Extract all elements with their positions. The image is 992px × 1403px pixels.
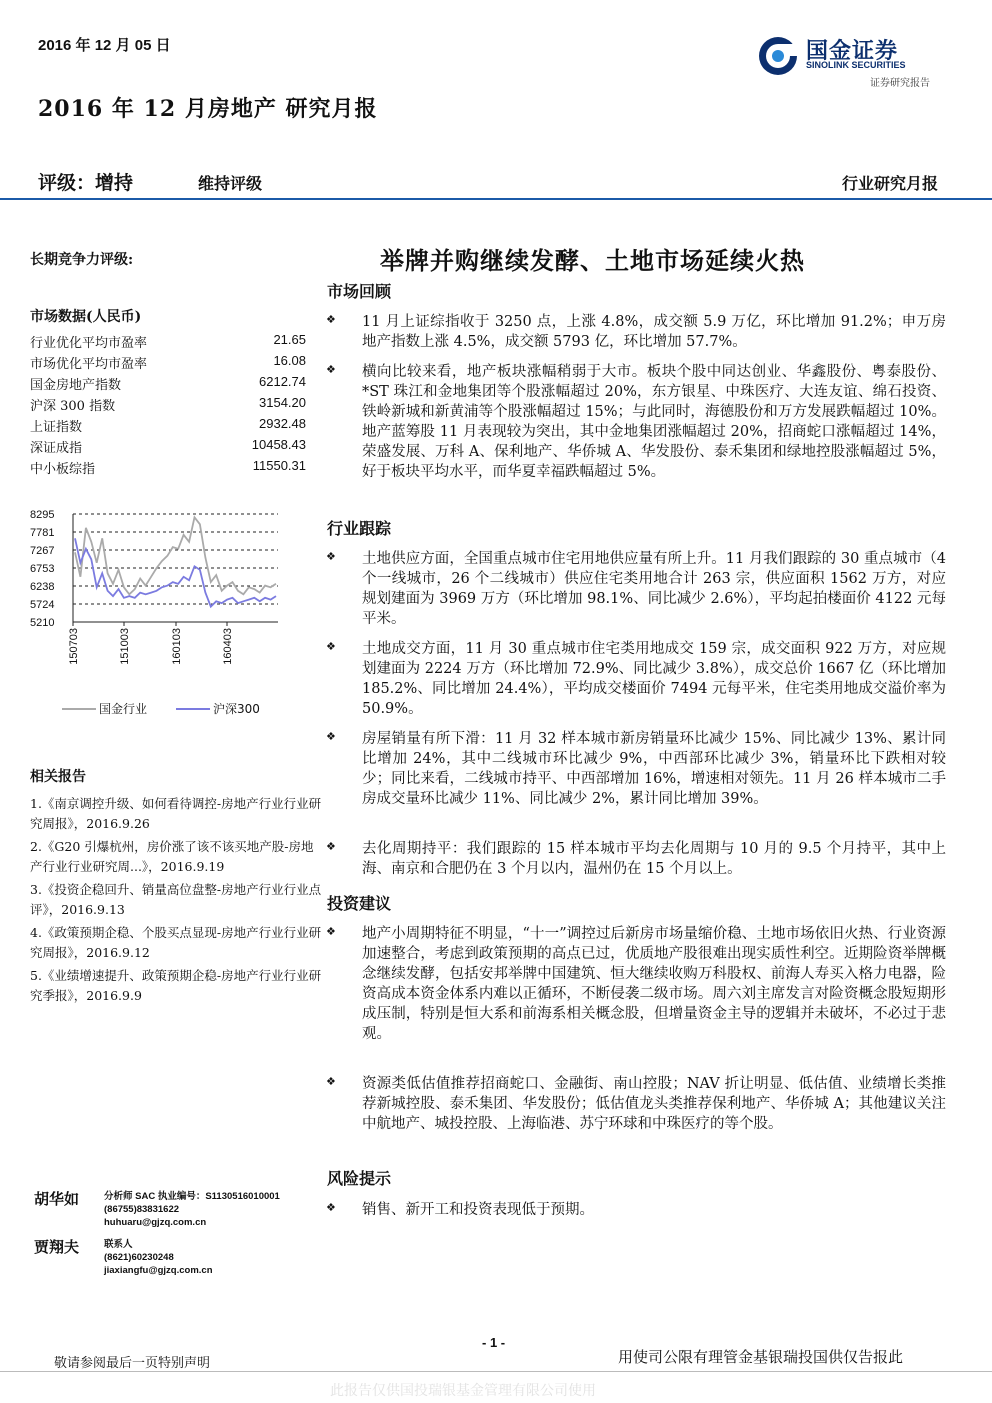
- x-tick-label: 160403: [222, 628, 234, 665]
- bullet-text: 11 月上证综指收于 3250 点，上涨 4.8%，成交额 5.9 万亿，环比增加 91.2%；申万房地产指数上涨 4.5%，成交额 5793 亿，环比增加 57.7%。: [362, 314, 946, 350]
- bullet-diamond-icon: ❖: [326, 640, 336, 653]
- market-data-value: 21.65: [273, 332, 306, 347]
- rating-row: [38, 168, 938, 198]
- market-data-label: 中小板综指: [30, 462, 96, 477]
- market-data-label: 沪深 300 指数: [30, 399, 116, 414]
- y-tick-label: 7781: [30, 527, 55, 539]
- legend-label: 沪深300: [213, 702, 260, 716]
- bullet-diamond-icon: ❖: [326, 1201, 336, 1214]
- bullet-text: 房屋销量有所下滑：11 月 32 样本城市新房销量环比减少 15%、同比减少 13%、累计同比增加 24%，其中二线城市环比减少 9%，中西部环比减少 3%，销量环比下跌相对较少；同比来看，二线城市持平、中西部增加 16%，增速相对领先。11 月 26 样本城市二手房成交量环比减少 11%、同比减少 2%，累计同比增加 39%。: [362, 731, 946, 807]
- x-tick-label: 150703: [68, 628, 80, 665]
- bullet-diamond-icon: ❖: [326, 730, 336, 743]
- market-data-row: [30, 372, 316, 393]
- logo-brand: 国金证券: [806, 38, 899, 63]
- analyst-name: 胡华如: [34, 1190, 80, 1208]
- related-report-item[interactable]: 1.《南京调控升级、如何看待调控-房地产行业行业研究周报》，2016.9.26: [30, 796, 322, 831]
- bullet-paragraph: [326, 839, 946, 879]
- bullet-text: 土地供应方面，全国重点城市住宅用地供应量有所上升。11 月我们跟踪的 30 重点城市（4 个一线城市，26 个二线城市）供应住宅类用地合计 263 宗，供应面积 1562 万方，对应规划建面为 3969 万方（环比增加 98.1%、同比减少 2.6%），平均起拍楼面价 4122 元每平米。: [362, 551, 946, 627]
- market-data-title: 市场数据(人民币): [30, 309, 142, 325]
- bullet-text: 横向比较来看，地产板块涨幅稍弱于大市。板块个股中同达创业、华鑫股份、粤泰股份、*ST 珠江和金地集团等个股涨幅超过 20%，东方银星、中珠医疗、大连友谊、绵石投资、铁岭新城和新黄浦等个股涨幅超过 15%；与此同时，海德股份和万方发展跌幅超过 10%。地产蓝筹股 11 月表现较为突出，其中金地集团涨幅超过 20%，招商蛇口涨幅超过 14%，荣盛发展、万科 A、保利地产、华侨城 A、华发股份、泰禾集团和绿地控股涨幅超过 5%，好于板块平均水平，而华夏幸福跌幅超过 5%。: [362, 364, 946, 480]
- market-data-row: [30, 456, 316, 477]
- section-title: 风险提示: [327, 1169, 392, 1188]
- rating-action: 维持评级: [198, 174, 263, 193]
- logo-tagline: 证券研究报告: [870, 78, 930, 89]
- bullet-text: 资源类低估值推荐招商蛇口、金融街、南山控股；NAV 折让明显、低估值、业绩增长类推荐新城控股、泰禾集团、华发股份；低估值龙头类推荐保利地产、华侨城 A；其他建议关注中航地产、城投控股、上海临港、苏宁环球和中珠医疗的等个股。: [362, 1076, 946, 1132]
- footer-divider: [0, 1371, 992, 1372]
- price-chart: [28, 505, 318, 735]
- analyst-contact-line: 分析师 SAC 执业编号：S1130516010001: [104, 1191, 280, 1202]
- bullet-paragraph: [326, 312, 946, 352]
- x-tick-label: 160103: [171, 628, 183, 665]
- analyst-contact-line: 联系人: [104, 1239, 133, 1250]
- y-tick-label: 6238: [30, 581, 55, 593]
- report-date: 2016 年 12 月 05 日: [38, 37, 171, 54]
- headline: 举牌并购继续发酵、土地市场延续火热: [380, 246, 805, 275]
- bullet-diamond-icon: ❖: [326, 840, 336, 853]
- analyst-contact-line: (8621)60230248: [104, 1252, 174, 1263]
- related-reports-title: 相关报告: [30, 769, 86, 785]
- bullet-paragraph: [326, 729, 946, 809]
- market-data-row: [30, 435, 316, 456]
- bullet-paragraph: [326, 639, 946, 719]
- disclaimer-note: 敬请参阅最后一页特别声明: [54, 1356, 211, 1371]
- bullet-text: 去化周期持平：我们跟踪的 15 样本城市平均去化周期与 10 月的 9.5 个月持平，其中上海、南京和合肥仍在 3 个月以内，温州仍在 15 个月以上。: [362, 841, 946, 877]
- analyst-contact-line[interactable]: huhuaru@gjzq.com.cn: [104, 1217, 207, 1228]
- bullet-diamond-icon: ❖: [326, 363, 336, 376]
- related-report-item[interactable]: 2.《G20 引爆杭州，房价涨了该不该买地产股-房地产行业行业研究周...》，2016.9.19: [30, 839, 314, 874]
- related-reports: [30, 766, 322, 1009]
- market-data-row: [30, 414, 316, 435]
- market-data-label: 市场优化平均市盈率: [30, 357, 148, 372]
- bullet-diamond-icon: ❖: [326, 925, 336, 938]
- market-data-row: [30, 330, 316, 351]
- market-data-label: 深证成指: [30, 441, 83, 456]
- bullet-diamond-icon: ❖: [326, 550, 336, 563]
- y-tick-label: 5724: [30, 599, 55, 611]
- analyst-name: 贾翔夫: [34, 1238, 80, 1256]
- bullet-text: 地产小周期特征不明显，“十一”调控过后新房市场量缩价稳、土地市场依旧火热、行业资源加速整合，考虑到政策预期的高点已过，优质地产股很难出现实质性利空。近期险资举牌概念继续发酵，包括安邦举牌中国建筑、恒大继续收购万科股权、前海人寿买入格力电器，险资高成本资金体系内难以正循环，不断侵袭二级市场。周六刘主席发言对险资概念股短期形成压制，特别是恒大系和前海系相关概念股，但增量资金主导的逻辑并未破坏，不必过于悲观。: [362, 926, 946, 1042]
- section-title: 市场回顾: [327, 282, 392, 301]
- analyst-contact: [104, 1238, 213, 1277]
- market-data-value: 3154.20: [259, 395, 306, 410]
- bullet-diamond-icon: ❖: [326, 313, 336, 326]
- logo-mark-icon: [756, 34, 800, 78]
- market-data-row: [30, 393, 316, 414]
- bullet-text: 土地成交方面，11 月 30 重点城市住宅类用地成交 159 宗，成交面积 922 万方，对应规划建面为 2224 万方（环比增加 72.9%、同比减少 3.8%），成交总价 1667 亿（环比增加 185.2%、同比增加 24.4%），平均成交楼面价 7494 元每平米，住宅类用地成交溢价率为 50.9%。: [362, 641, 946, 717]
- page-number: - 1 -: [482, 1335, 506, 1350]
- y-tick-label: 6753: [30, 563, 55, 575]
- watermark: 此报告仅供国投瑞银基金管理有限公司使用: [330, 1383, 596, 1399]
- market-data-value: 6212.74: [259, 374, 306, 389]
- market-data-table: [30, 330, 316, 477]
- bullet-paragraph: [326, 362, 946, 482]
- analyst-contact-line: (86755)83831622: [104, 1204, 180, 1215]
- section-title: 行业跟踪: [327, 519, 392, 538]
- rating-label: 评级：增持: [38, 172, 134, 194]
- market-data-value: 11550.31: [252, 458, 306, 473]
- footer-right-text: 用使司公限有理管金基银瑞投国供仅告报此: [618, 1348, 904, 1366]
- market-data-value: 10458.43: [251, 437, 306, 452]
- related-reports-list: [30, 794, 322, 1006]
- sidebar: [30, 245, 316, 477]
- competitiveness-title: 长期竞争力评级:: [30, 252, 134, 268]
- analyst-contact-line[interactable]: jiaxiangfu@gjzq.com.cn: [104, 1265, 213, 1276]
- legend-label: 国金行业: [99, 702, 148, 716]
- bullet-paragraph: [326, 549, 946, 629]
- bullet-text: 销售、新开工和投资表现低于预期。: [362, 1202, 594, 1218]
- market-data-label: 国金房地产指数: [30, 378, 122, 393]
- bullet-paragraph: [326, 1200, 946, 1220]
- y-tick-label: 5210: [30, 617, 55, 629]
- market-data-label: 上证指数: [30, 420, 83, 435]
- market-data-row: [30, 351, 316, 372]
- report-title: 2016 年 12 月房地产 研究月报: [38, 96, 378, 122]
- market-data-label: 行业优化平均市盈率: [30, 336, 148, 351]
- price-chart-svg: [28, 505, 318, 735]
- x-tick-label: 151003: [119, 628, 131, 665]
- bullet-paragraph: [326, 924, 946, 1044]
- y-tick-label: 8295: [30, 509, 55, 521]
- header-divider: [0, 198, 992, 200]
- related-report-item[interactable]: 5.《业绩增速提升、政策预期企稳-房地产行业行业研究季报》，2016.9.9: [30, 968, 322, 1003]
- related-report-item[interactable]: 3.《投资企稳回升、销量高位盘整-房地产行业行业点评》，2016.9.13: [30, 882, 322, 917]
- bullet-diamond-icon: ❖: [326, 1075, 336, 1088]
- analyst-contact: [104, 1190, 280, 1229]
- y-tick-label: 7267: [30, 545, 55, 557]
- section-title: 投资建议: [327, 894, 392, 913]
- bullet-paragraph: [326, 1074, 946, 1134]
- market-data-value: 2932.48: [259, 416, 306, 431]
- logo-brand-en: SINOLINK SECURITIES: [806, 60, 906, 70]
- related-report-item[interactable]: 4.《政策预期企稳、个股买点显现-房地产行业行业研究周报》，2016.9.12: [30, 925, 322, 960]
- company-logo: [756, 30, 956, 92]
- market-data-value: 16.08: [273, 353, 306, 368]
- report-type: 行业研究月报: [841, 174, 938, 193]
